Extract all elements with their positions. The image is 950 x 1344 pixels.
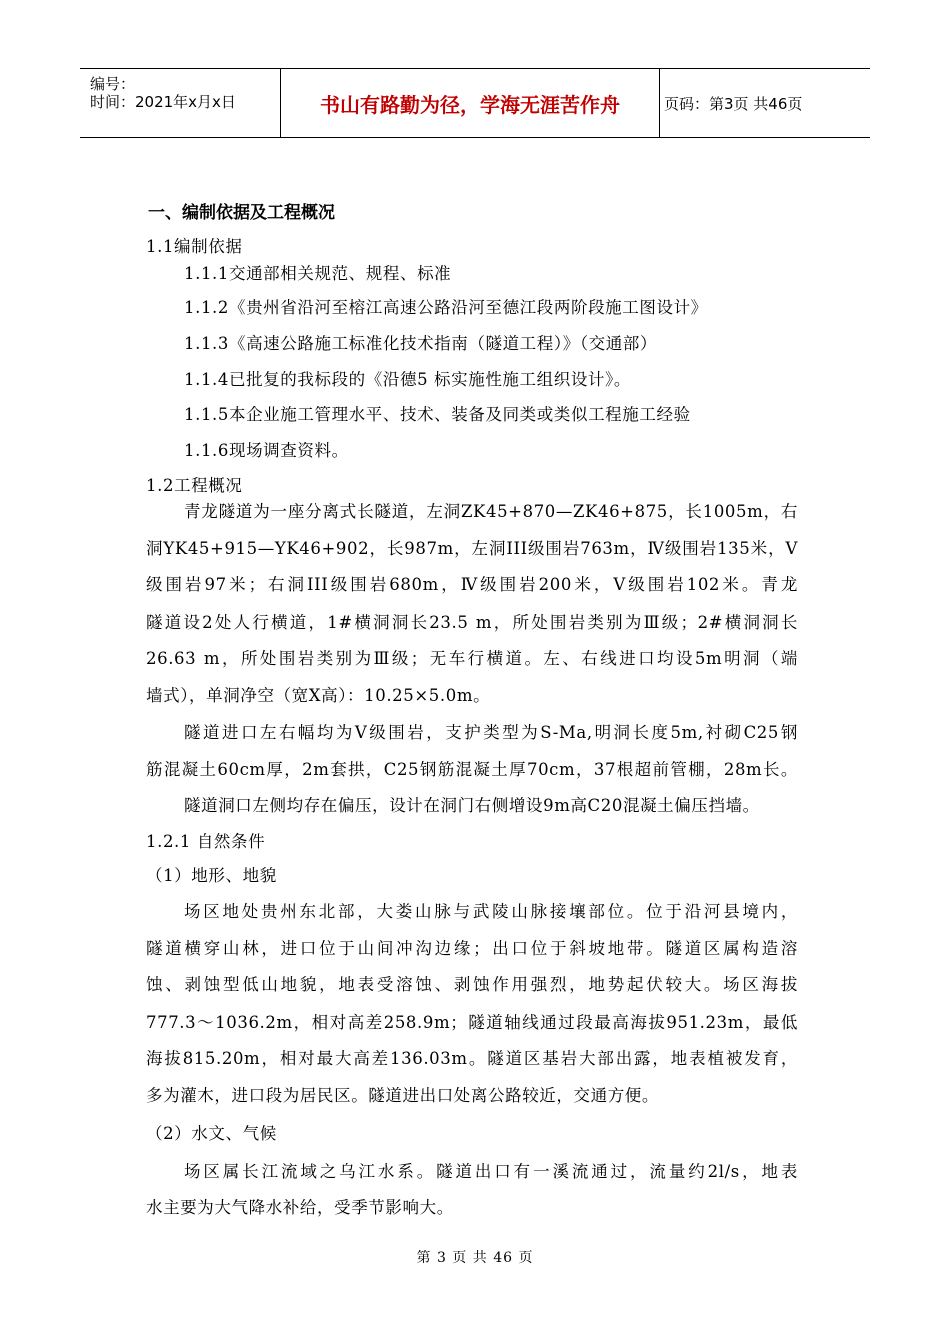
- paragraph-line: 隧道设2处人行横道，1#横洞洞长23.5 m，所处围岩类别为Ⅲ级；2#横洞洞长: [146, 613, 798, 632]
- time-label: 时间：2021年x月x日: [90, 93, 236, 111]
- paragraph-line: 水主要为大气降水补给，受季节影响大。: [146, 1198, 454, 1217]
- header-page-info: 页码：第3页 共46页: [664, 94, 803, 113]
- paragraph-line: 青龙隧道为一座分离式长隧道，左洞ZK45+870—ZK46+875，长1005m，右: [184, 502, 798, 521]
- header-meta: [80, 69, 281, 137]
- paragraph-line: 多为灌木，进口段为居民区。隧道进出口处离公路较近，交通方便。: [146, 1086, 659, 1105]
- list-item: 1.1.1交通部相关规范、规程、标准: [184, 264, 452, 283]
- list-item: 1.1.6现场调查资料。: [184, 441, 349, 460]
- list-item: 1.1.3《高速公路施工标准化技术指南（隧道工程）》（交通部）: [184, 334, 658, 353]
- section-title: 一、编制依据及工程概况: [148, 203, 335, 223]
- paragraph-line: 级围岩97米；右洞III级围岩680m，Ⅳ级围岩200米，Ⅴ级围岩102米。青龙: [146, 575, 798, 594]
- subsection-heading: 1.2工程概况: [146, 476, 243, 495]
- paragraph-line: 隧道进口左右幅均为Ⅴ级围岩，支护类型为S-Ma,明洞长度5m,衬砌C25钢: [184, 723, 798, 742]
- page-header: [80, 68, 870, 138]
- subsection-heading: 1.2.1 自然条件: [146, 832, 266, 851]
- paragraph-line: 隧道洞口左侧均存在偏压，设计在洞门右侧增设9m高C20混凝土偏压挡墙。: [184, 796, 760, 815]
- subsection-heading: 1.1编制依据: [146, 237, 243, 256]
- paragraph-line: 26.63 m，所处围岩类别为Ⅲ级；无车行横道。左、右线进口均设5m明洞（端: [146, 649, 798, 668]
- header-motto: 书山有路勤为径，学海无涯苦作舟: [281, 69, 660, 137]
- number-label: 编号：: [90, 75, 136, 93]
- list-item: 1.1.4已批复的我标段的《沿德5 标实施性施工组织设计》。: [184, 370, 631, 389]
- paragraph-line: 场区属长江流域之乌江水系。隧道出口有一溪流通过，流量约2l/s，地表: [184, 1162, 798, 1181]
- paragraph-line: 洞YK45+915—YK46+902，长987m，左洞III级围岩763m，Ⅳ级围岩135米，Ⅴ: [146, 539, 798, 558]
- item-heading: （1）地形、地貌: [146, 866, 277, 885]
- paragraph-line: 墙式），单洞净空（宽X高）：10.25×5.0m。: [146, 686, 491, 705]
- item-heading: （2）水文、气候: [146, 1124, 277, 1143]
- paragraph-line: 隧道横穿山林，进口位于山间冲沟边缘；出口位于斜坡地带。隧道区属构造溶: [146, 939, 798, 958]
- page-footer: 第 3 页 共 46 页: [416, 1250, 534, 1266]
- list-item: 1.1.5本企业施工管理水平、技术、装备及同类或类似工程施工经验: [184, 405, 691, 424]
- paragraph-line: 海拔815.20m，相对最大高差136.03m。隧道区基岩大部出露，地表植被发育，: [146, 1049, 798, 1068]
- paragraph-line: 筋混凝土60cm厚，2m套拱，C25钢筋混凝土厚70cm，37根超前管棚，28m长。: [146, 760, 798, 779]
- list-item: 1.1.2《贵州省沿河至榕江高速公路沿河至德江段两阶段施工图设计》: [184, 298, 708, 317]
- paragraph-line: 777.3～1036.2m，相对高差258.9m；隧道轴线通过段最高海拔951.23m，最低: [146, 1013, 798, 1032]
- paragraph-line: 场区地处贵州东北部，大娄山脉与武陵山脉接壤部位。位于沿河县境内，: [184, 902, 798, 921]
- paragraph-line: 蚀、剥蚀型低山地貌，地表受溶蚀、剥蚀作用强烈，地势起伏较大。场区海拔: [146, 975, 798, 994]
